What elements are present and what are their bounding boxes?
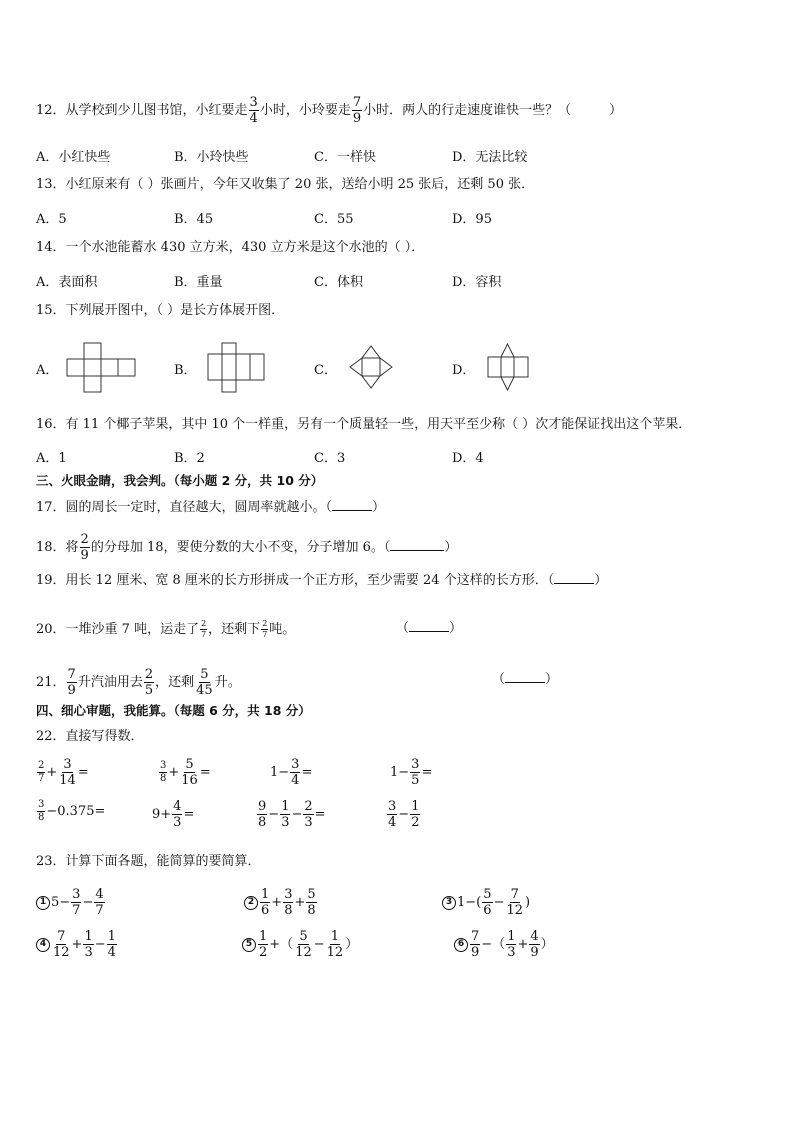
option-d[interactable]: D．95	[452, 212, 492, 227]
option-a[interactable]: A．1	[36, 451, 67, 466]
answer-blank[interactable]	[332, 499, 372, 511]
option-a[interactable]: A．表面积	[36, 275, 98, 290]
answer-bracket-21: （ ）	[492, 672, 559, 687]
option-c[interactable]: C．体积	[314, 275, 363, 290]
circled-number: 3	[442, 896, 456, 910]
question-23-title: 23．计算下面各题，能简算的要简算．	[36, 854, 261, 869]
option-b[interactable]: B．45	[174, 212, 214, 227]
question-20: 20．一堆沙重 7 吨，运走了 $\frac{2}{7}$ ，还剩下 $\frac{2}{7}$ 吨。	[36, 619, 296, 639]
circled-number: 2	[244, 896, 258, 910]
option-b[interactable]: B．2	[174, 451, 205, 466]
expression-3: 1− $\frac{3}{4}$ =	[270, 757, 313, 788]
question-16: 16．有 11 个椰子苹果，其中 10 个一样重，另有一个质量轻一些，用天平至少称（ ）次才能保证找出这个苹果．	[36, 417, 692, 432]
question-13: 13．小红原来有（ ）张画片，今年又收集了 20 张，送给小明 25 张后，还剩 50 张．	[36, 177, 535, 192]
section-4-heading: 四、细心审题，我能算。（每题 6 分，共 18 分）	[36, 703, 311, 718]
circled-number: 4	[36, 938, 50, 952]
option-d[interactable]: D．	[452, 363, 476, 378]
question-15: 15．下列展开图中，（ ）是长方体展开图．	[36, 303, 285, 318]
fraction: $\frac{7}{9}$	[352, 95, 362, 126]
problem-3: 3 1−( $\frac{5}{6}$ − $\frac{7}{12}$ )	[442, 888, 530, 917]
option-a[interactable]: A．	[36, 363, 59, 378]
answer-blank[interactable]	[505, 671, 545, 683]
problem-4: 4 $\frac{7}{12}$ + $\frac{1}{3}$ − $\frac{1}{4}$	[36, 930, 118, 959]
fraction: $\frac{3}{4}$	[249, 95, 258, 126]
option-c[interactable]: C．55	[314, 212, 354, 227]
fraction: $\frac{2}{5}$	[144, 667, 154, 698]
fraction: $\frac{5}{45}$	[196, 667, 213, 698]
fraction: $\frac{2}{7}$	[201, 619, 207, 639]
expression-4: 1− $\frac{3}{5}$ =	[390, 757, 433, 788]
problem-6: 6 $\frac{7}{9}$ −（ $\frac{1}{3}$ + $\frac{4}{9}$ ）	[454, 930, 554, 959]
net-c-diagram	[348, 344, 394, 390]
question-14: 14．一个水池能蓄水 430 立方米，430 立方米是这个水池的（ ）．	[36, 240, 425, 255]
answer-blank[interactable]	[409, 620, 449, 632]
option-a[interactable]: A．小红快些	[36, 150, 111, 165]
option-c[interactable]: C．	[314, 363, 337, 378]
problem-2: 2 $\frac{1}{6}$ + $\frac{3}{8}$ + $\frac{5}{8}$	[244, 888, 318, 917]
section-3-heading: 三、火眼金睛，我会判。（每小题 2 分，共 10 分）	[36, 473, 324, 488]
question-19: 19．用长 12 厘米、宽 8 厘米的长方形拼成一个正方形，至少需要 24 个这样的长方形．（ ）	[36, 573, 608, 588]
answer-blank[interactable]	[554, 572, 594, 584]
answer-blank[interactable]	[390, 539, 444, 551]
net-d-diagram	[486, 342, 532, 392]
problem-1: 1 5− $\frac{3}{7}$ − $\frac{4}{7}$	[36, 888, 106, 917]
option-d[interactable]: D．容积	[452, 275, 502, 290]
option-b[interactable]: B．重量	[174, 275, 223, 290]
question-17: 17．圆的周长一定时，直径越大，圆周率就越小。（ ）	[36, 500, 386, 515]
circled-number: 5	[242, 938, 256, 952]
expression-7: $\frac{9}{8}$ − $\frac{1}{3}$ − $\frac{2}{3}$ =	[258, 799, 326, 830]
expression-5: $\frac{3}{8}$ −0.375=	[38, 799, 106, 823]
net-b-diagram	[206, 342, 266, 394]
circled-number: 1	[36, 896, 50, 910]
question-22-title: 22．直接写得数．	[36, 729, 144, 744]
expression-6: 9+ $\frac{4}{3}$ =	[152, 799, 195, 830]
option-c[interactable]: C．3	[314, 451, 346, 466]
option-d[interactable]: D．4	[452, 451, 484, 466]
question-18: 18．将 $\frac{2}{9}$ 的分母加 18，要使分数的大小不变，分子增加 6。（ ）	[36, 532, 458, 563]
question-21: 21． $\frac{7}{9}$ 升汽油用去 $\frac{2}{5}$ ，还剩 $\frac{5}{45}$ 升。	[36, 667, 241, 698]
option-b[interactable]: B．小玲快些	[174, 150, 249, 165]
fraction: $\frac{2}{9}$	[80, 532, 89, 563]
net-a-diagram	[66, 342, 138, 394]
option-a[interactable]: A．5	[36, 212, 67, 227]
fraction: $\frac{2}{7}$	[262, 619, 268, 639]
question-12: 12．从学校到少儿图书馆，小红要走 $\frac{3}{4}$ 小时，小玲要走 $\frac{7}{9}$ 小时．两人的行走速度谁快一些？（ ）	[36, 95, 623, 126]
fraction: $\frac{7}{9}$	[67, 667, 76, 698]
circled-number: 6	[454, 938, 468, 952]
expression-1: $\frac{2}{7}$ + $\frac{3}{14}$ =	[38, 757, 89, 788]
answer-bracket-20: （ ）	[396, 621, 463, 636]
option-c[interactable]: C．一样快	[314, 150, 376, 165]
expression-8: $\frac{3}{4}$ − $\frac{1}{2}$	[388, 799, 420, 830]
option-d[interactable]: D．无法比较	[452, 150, 528, 165]
expression-2: $\frac{3}{8}$ + $\frac{5}{16}$ =	[160, 757, 211, 788]
option-b[interactable]: B．	[174, 363, 197, 378]
problem-5: 5 $\frac{1}{2}$ +（ $\frac{5}{12}$ − $\frac{1}{12}$ ）	[242, 930, 358, 959]
